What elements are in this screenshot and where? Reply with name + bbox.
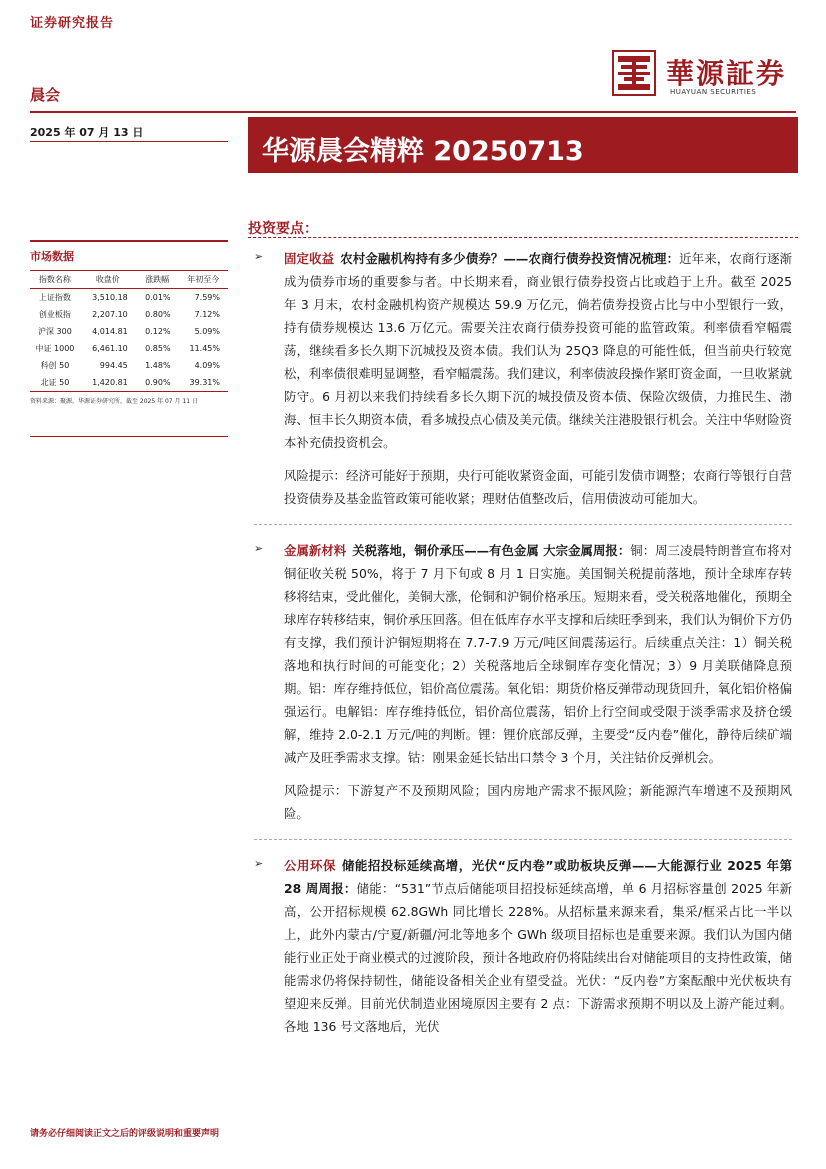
item-divider [254,839,792,840]
ytd-pct: 4.09% [194,361,220,370]
company-logo [612,50,792,100]
column-header: 收盘价 [80,271,136,289]
item-headline: 储能招投标延续高增，光伏“反内卷”或助板块反弹——大能源行业 2025 年第 28 周周报： [284,858,793,896]
market-data-source: 资料来源：聚源，华源证券研究所，截至 2025 年 07 月 11 日 [30,398,198,405]
close-price: 3,510.18 [92,293,128,302]
disclaimer-note: 请务必仔细阅读正文之后的评级说明和重要声明 [30,1129,220,1139]
risk-warning: 风险提示：经济可能好于预期，央行可能收紧资金面，可能引发债市调整；农商行等银行自营投资债券及基金监管政策可能收紧；理财估值整改后，信用债波动可能加大。 [284,468,793,506]
item-body [284,854,792,1038]
market-data-table [30,270,228,392]
table-header-row [30,271,228,289]
doc-type-label: 证券研究报告 [30,16,115,31]
key-points-divider [248,237,798,238]
title-banner [248,117,798,173]
list-item [254,539,792,825]
change-pct: 0.85% [145,344,171,353]
item-body [284,247,792,454]
ytd-pct: 7.12% [194,310,220,319]
arrow-bullet-icon: ➢ [254,250,264,263]
market-data-panel [30,240,228,405]
table-row [30,323,228,340]
change-pct: 0.80% [145,310,171,319]
close-price: 4,014.81 [92,327,128,336]
table-row [30,340,228,357]
index-name: 中证 1000 [35,344,75,353]
table-row [30,306,228,323]
arrow-bullet-icon: ➢ [254,857,264,870]
index-name: 科创 50 [40,361,70,370]
index-name: 创业板指 [38,310,71,319]
date-divider [30,141,228,142]
item-text: 储能：“531”节点后储能项目招投标延续高增，单 6 月招标容量创 2025 年新高，公开招标规模 62.8GWh 同比增长 228%。从招标量来源来看，集采/框采占比一半以上，此外内蒙古/宁夏/新疆/河北等地多个 GWh 级项目招标也是重要来源。我们认为国内储能行业正处于商业模式的过渡阶段，预计各地政府仍将陆续出台对储能项目的支持性政策，储能需求仍将保持韧性，储能设备相关企业有望受益。光伏：“反内卷”方案酝酿中光伏板块有望迎来反弹。目前光伏制造业困境原因主要有 2 点：下游需求预期不明以及上游产能过剩。各地 136 号文落地后，光伏 [284,881,793,1034]
change-pct: 0.12% [145,327,171,336]
list-item [254,854,792,1038]
item-body [284,539,792,769]
index-name: 沪深 300 [38,327,72,336]
sector-tag: 公用环保 [284,858,336,873]
change-pct: 0.90% [136,374,179,392]
close-price: 2,207.10 [92,310,128,319]
column-header: 指数名称 [30,271,80,289]
change-pct: 1.48% [145,361,171,370]
table-row [30,289,228,307]
section-label: 晨会 [30,86,61,104]
index-name: 上证指数 [38,293,71,302]
market-panel-top-rule [30,240,228,242]
logo-mark-icon [612,50,656,96]
close-price: 1,420.81 [80,374,136,392]
table-row [30,374,228,392]
close-price: 6,461.10 [92,344,128,353]
header-divider [30,111,796,113]
item-divider [254,524,792,525]
ytd-pct: 5.09% [194,327,220,336]
arrow-bullet-icon: ➢ [254,542,264,555]
item-text: 近年来，农商行逐渐成为债券市场的重要参与者。中长期来看，商业银行债券投资占比或趋于上升。截至 2025 年 3 月末，农村金融机构资产规模达 59.9 万亿元，倘若债券投资占比与中小型银行一致，持有债券规模达 13.6 万亿元。需要关注农商行债券投资可能的监管政策。利率债看窄幅震荡，继续看多长久期下沉城投及资本债。我们认为 25Q3 降息的可能性低，但当前央行较宽松，利率债很难明显调整，看窄幅震荡。我们建议，利率债波段操作紧盯资金面，一旦收紧就防守。6 月初以来我们持续看多长久期下沉的城投债及资本债、保险次级债，力推民生、渤海、恒丰长久期资本债，看多城投点心债及美元债。继续关注港股银行机会。关注中华财险资本补充债投资机会。 [284,251,793,450]
column-header: 年初至今 [179,271,228,289]
report-date: 2025 年 07 月 13 日 [30,126,144,139]
key-points-list [254,247,792,1052]
table-row [30,357,228,374]
change-pct: 0.01% [145,293,171,302]
item-text: 铜：周三凌晨特朗普宣布将对铜征收关税 50%，将于 7 月下旬或 8 月 1 日实施。美国铜关税提前落地，预计全球库存转移将结束，受此催化，美铜大涨，伦铜和沪铜价格承压。短期来看，受关税落地催化，预期全球库存转移结束，铜价承压回落。但在低库存水平支撑和后续旺季到来，我们认为铜价下方仍有支撑，我们预计沪铜短期将在 7.7-7.9 万元/吨区间震荡运行。后续重点关注：1）铜关税落地和执行时间的可能变化；2）关税落地后全球铜库存变化情况；3）9 月美联储降息预期。铝：库存维持低位，铝价高位震荡。氧化铝：期货价格反弹带动现货回升，氧化铝价格偏强运行。电解铝：库存维持低位，铝价高位震荡，铝价上行空间或受限于淡季需求及挤仓缓解，维持 2.0-2.1 万元/吨的判断。锂：锂价底部反弹，主要受“反内卷”催化，静待后续矿端减产及旺季需求支撑。钴：刚果金延长钴出口禁令 3 个月，关注钴价反弹机会。 [284,543,793,765]
close-price: 994.45 [99,361,128,370]
list-item [254,247,792,510]
index-name: 北证 50 [30,374,80,392]
market-data-title: 市场数据 [30,250,74,263]
item-headline: 关税落地，铜价承压——有色金属 大宗金属周报： [352,543,631,558]
logo-text: 華源証券 [666,57,787,90]
key-points-heading: 投资要点： [248,221,318,237]
risk-warning: 风险提示：下游复产不及预期风险；国内房地产需求不振风险；新能源汽车增速不及预期风险。 [284,783,792,821]
sector-tag: 金属新材料 [284,543,347,558]
ytd-pct: 11.45% [189,344,220,353]
logo-english-text: HUAYUAN SECURITIES [670,88,757,96]
page-title: 华源晨会精粹 20250713 [262,136,584,167]
column-header: 涨跌幅 [136,271,179,289]
market-panel-bottom-rule [30,436,228,437]
ytd-pct: 7.59% [194,293,220,302]
ytd-pct: 39.31% [179,374,228,392]
item-headline: 农村金融机构持有多少债券？——农商行债券投资情况梳理： [340,251,680,266]
sector-tag: 固定收益 [284,251,335,266]
